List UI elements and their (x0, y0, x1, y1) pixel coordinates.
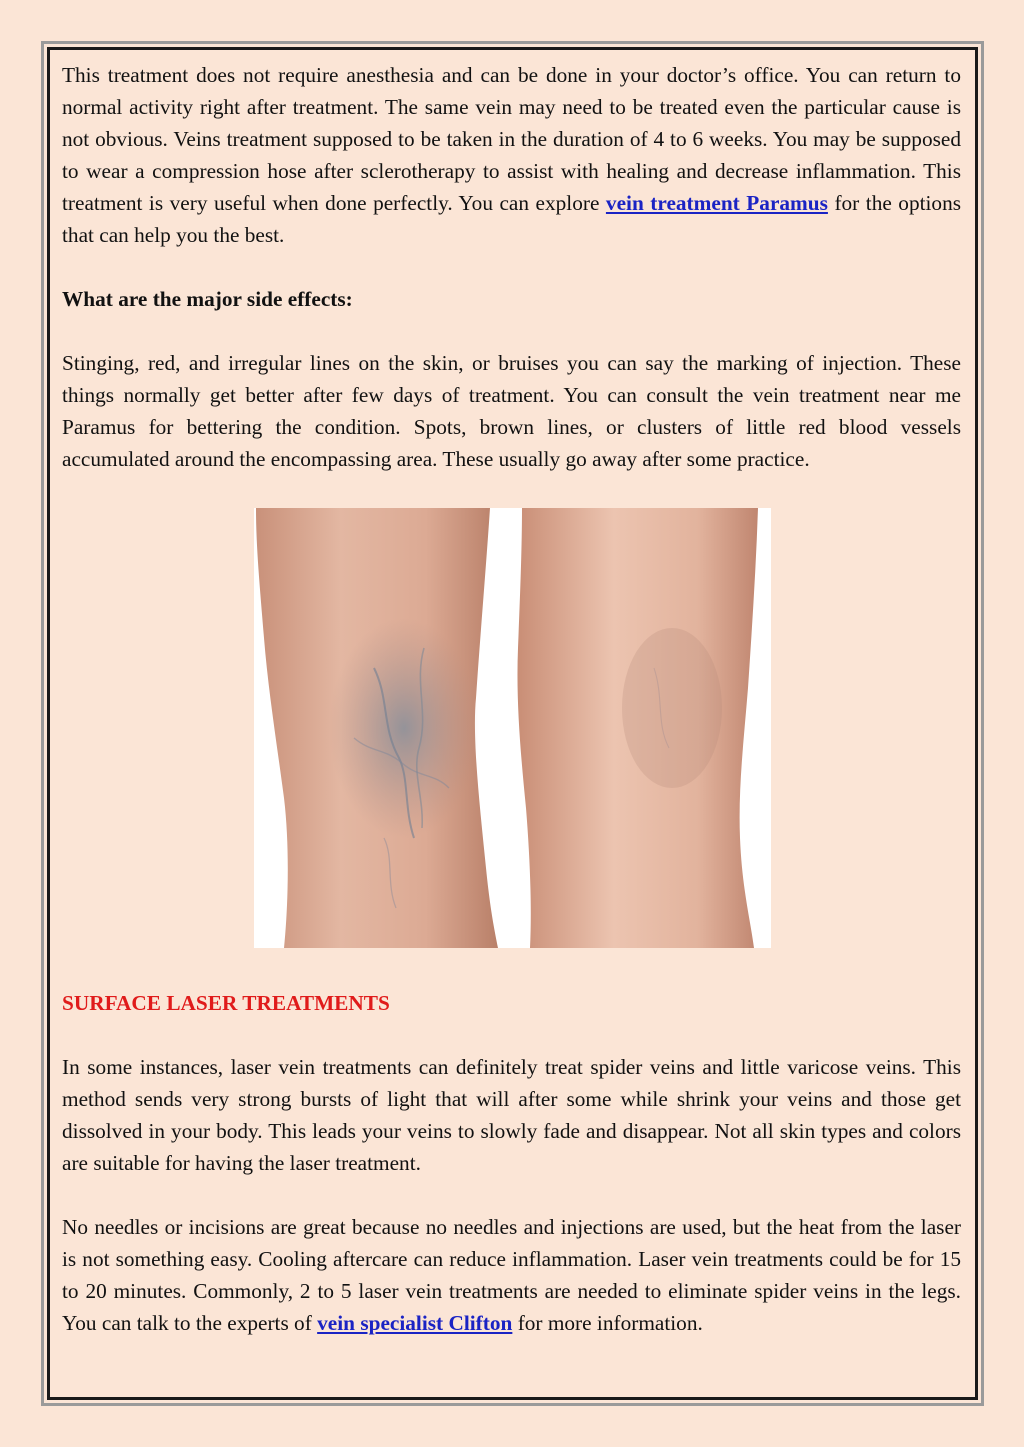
vein-specialist-clifton-link[interactable]: vein specialist Clifton (317, 1311, 513, 1335)
paragraph-laser: In some instances, laser vein treatments can definitely treat spider veins and little varicose veins. This method sends very strong bursts of light that will after some while shrink your veins and those get dissolved in your body. This leads your veins to slowly fade and disappear. Not all skin types and colors are suitable for having the laser treatment. (62, 1055, 961, 1175)
legs-photo (254, 508, 771, 948)
laser-treatments-heading: SURFACE LASER TREATMENTS (62, 991, 390, 1015)
legs-illustration (254, 508, 771, 948)
paragraph-intro (62, 59, 961, 251)
paragraph-needles (62, 1211, 961, 1339)
paragraph-side-effects: Stinging, red, and irregular lines on the skin, or bruises you can say the marking of injection. These things normally get better after few days of treatment. You can consult the vein treatment near me Paramus for bettering the condition. Spots, brown lines, or clusters of little red blood vessels accumulated around the encompassing area. These usually go away after some practice. (62, 351, 961, 471)
document-body (62, 59, 961, 475)
paragraph-needles-text: No needles or incisions are great because no needles and injections are used, but the heat from the laser is not something easy. Cooling aftercare can reduce inflammation. Laser vein treatments could be for 15 to 20 minutes. Commonly, 2 to 5 laser vein treatments are needed to eliminate spider veins in the legs. You can talk to the experts of (62, 1215, 961, 1335)
right-knee-shadow (622, 628, 722, 788)
paragraph-needles-tail: for more information. (517, 1311, 703, 1335)
varicose-vein-area (329, 618, 479, 838)
paragraph-intro-text: This treatment does not require anesthesia and can be done in your doctor’s office. You can return to normal activity right after treatment. The same vein may need to be treated even the particular cause is not obvious. Veins treatment supposed to be taken in the duration of 4 to 6 weeks. You may be supposed to wear a compression hose after sclerotherapy to assist with healing and decrease inflammation. This treatment is very useful when done perfectly. You can explore (62, 63, 961, 215)
paragraph-intro-tail: for the options that can help you the best. (62, 191, 962, 247)
vein-treatment-paramus-link[interactable]: vein treatment Paramus (605, 191, 828, 215)
document-body-lower (62, 987, 961, 1339)
side-effects-heading: What are the major side effects: (62, 287, 353, 311)
